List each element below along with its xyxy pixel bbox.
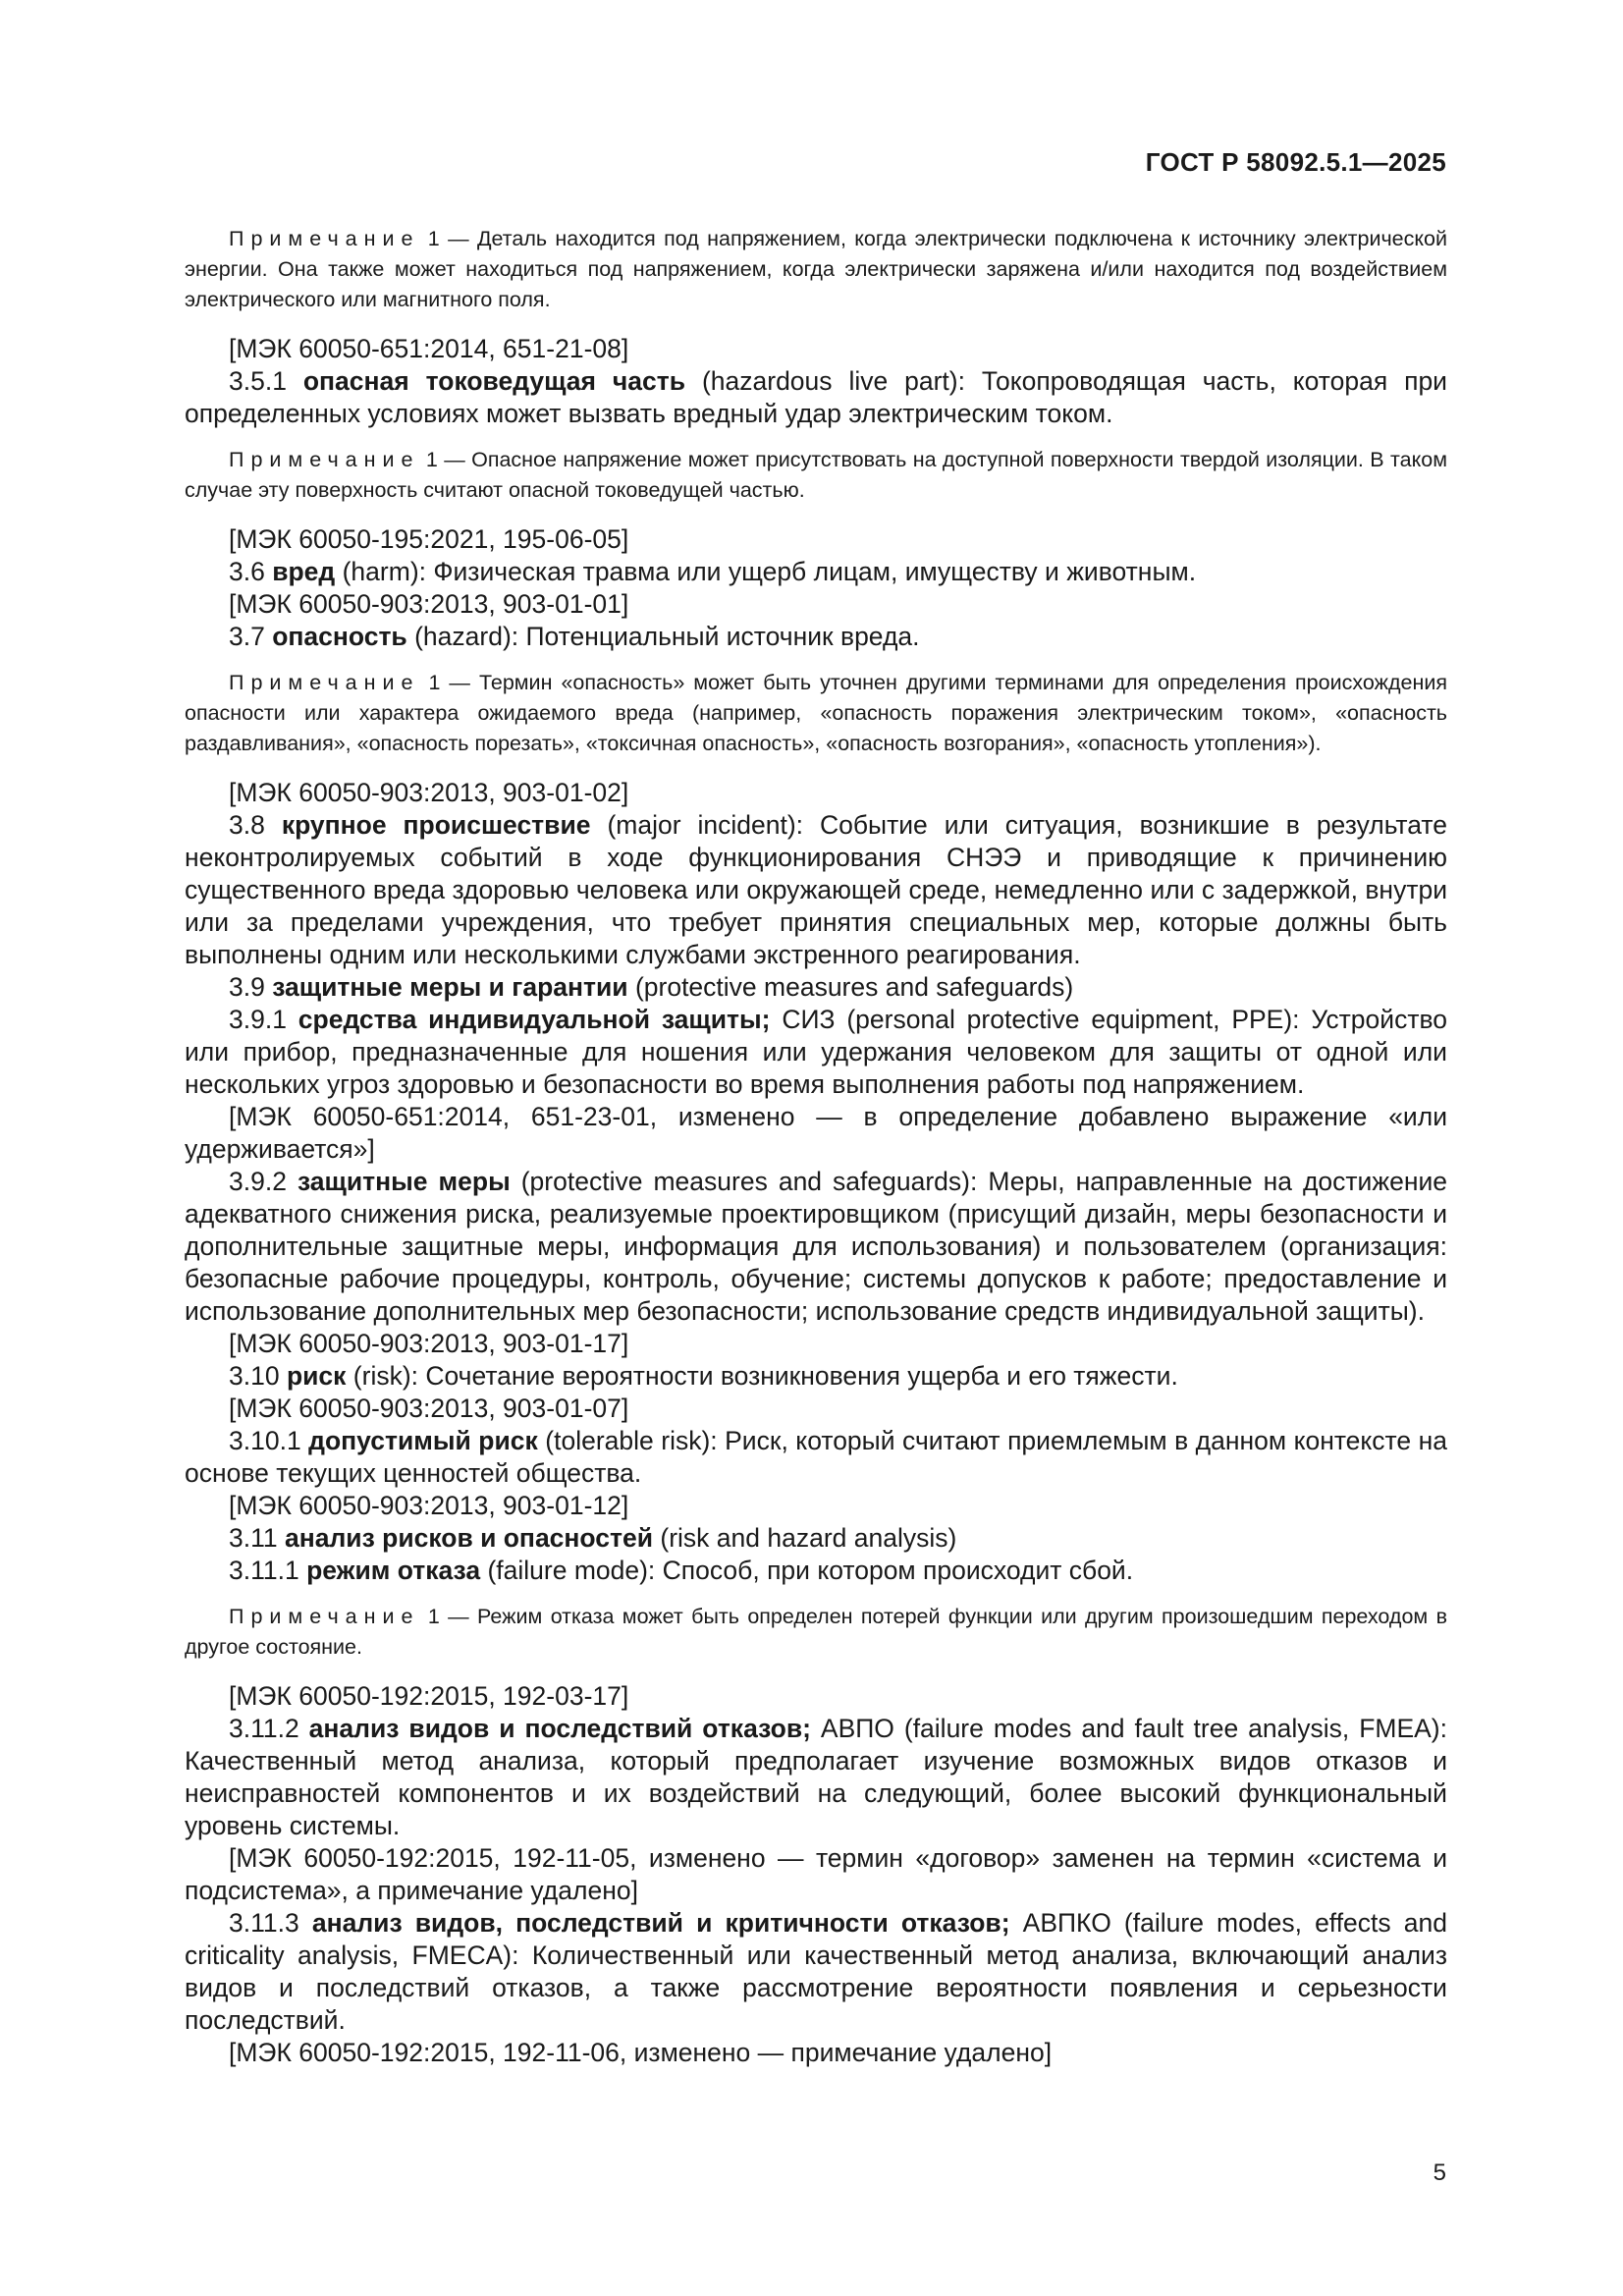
clause-number: 3.11.3	[229, 1908, 312, 1938]
definition-text: АВПО (failure modes and fault tree analysis, FMEA): Качественный метод анализа, который предполагает изучение возможных видов отказов и неисправностей компонентов и их воздействий на следующий, более высокий функциональный уровень системы.	[185, 1714, 1447, 1840]
clause-number: 3.10	[229, 1361, 287, 1391]
reference: [МЭК 60050-192:2015, 192-03-17]	[229, 1681, 629, 1711]
clause-number: 3.6	[229, 557, 273, 586]
definition-text: (failure mode): Способ, при котором происходит сбой.	[480, 1556, 1134, 1585]
term-definition	[185, 1907, 1447, 2037]
term-name: опасная токоведущая часть	[302, 366, 686, 396]
note	[185, 668, 1447, 759]
reference: [МЭК 60050-651:2014, 651-21-08]	[229, 334, 629, 363]
reference: [МЭК 60050-192:2015, 192-11-06, изменено — примечание удалено]	[229, 2038, 1053, 2067]
term-definition	[185, 1522, 1447, 1555]
term-definition	[185, 1166, 1447, 1328]
clause-number: 3.8	[229, 810, 282, 840]
definition-text: (protective measures and safeguards)	[627, 972, 1074, 1002]
reference: [МЭК 60050-903:2013, 903-01-02]	[229, 778, 629, 807]
note-label: Примечание	[229, 448, 420, 471]
page-number: 5	[1433, 2159, 1446, 2186]
term-name: защитные меры	[297, 1167, 511, 1196]
note-text: Опасное напряжение может присутствовать на доступной поверхности твердой изоляции. В таком случае эту поверхность считают опасной токоведущей частью.	[185, 448, 1447, 502]
clause-number: 3.9.2	[229, 1167, 298, 1196]
reference: [МЭК 60050-651:2014, 651-23-01, изменено — в определение добавлено выражение «или удерживается»]	[185, 1102, 1447, 1164]
term-definition	[185, 1004, 1447, 1101]
term-name: анализ видов и последствий отказов;	[308, 1714, 811, 1743]
term-name: опасность	[272, 622, 407, 651]
clause-number: 3.11.1	[229, 1556, 307, 1585]
note-label: Примечание	[229, 227, 420, 250]
clause-number: 3.11.2	[229, 1714, 309, 1743]
term-name: защитные меры и гарантии	[272, 972, 628, 1002]
term-name: крупное происшествие	[281, 810, 591, 840]
term-definition	[185, 556, 1447, 588]
note-text: Деталь находится под напряжением, когда электрически подключена к источнику электрической энергии. Она также может находиться под напряжением, когда электрически заряжена и/или находится под воздействием электрического или магнитного поля.	[185, 227, 1447, 311]
note-number: 1 —	[419, 671, 479, 694]
term-name: анализ видов, последствий и критичности отказов;	[311, 1908, 1010, 1938]
document-body	[185, 224, 1447, 2069]
term-definition	[185, 1713, 1447, 1842]
term-name: вред	[272, 557, 336, 586]
definition-text: (hazard): Потенциальный источник вреда.	[406, 622, 920, 651]
clause-number: 3.9.1	[229, 1005, 298, 1034]
note-number: 1 —	[419, 448, 472, 471]
reference: [МЭК 60050-903:2013, 903-01-01]	[229, 589, 629, 619]
reference: [МЭК 60050-903:2013, 903-01-17]	[229, 1329, 629, 1358]
definition-text: (major incident): Событие или ситуация, возникшие в результате неконтролируемых событий в ходе функционирования СНЭЭ и приводящие к причинению существенного вреда здоровью человека или окружающей среде, немедленно или с задержкой, внутри или за пределами учреждения, что требует принятия специальных мер, которые должны быть выполнены одним или несколькими службами экстренного реагирования.	[185, 810, 1448, 969]
term-name: анализ рисков и опасностей	[284, 1523, 654, 1553]
note	[185, 1602, 1447, 1663]
definition-text: (hazardous live part): Токопроводящая часть, которая при определенных условиях может вызвать вредный удар электрическим током.	[185, 366, 1447, 428]
reference: [МЭК 60050-903:2013, 903-01-07]	[229, 1394, 629, 1423]
term-name: риск	[286, 1361, 347, 1391]
note-text: Термин «опасность» может быть уточнен другими терминами для определения происхождения опасности или характера ожидаемого вреда (например, «опасность поражения электрическим током», «опасность раздавливания», «опасность порезать», «токсичная опасность», «опасность возгорания», «опасность утопления»).	[185, 671, 1447, 755]
definition-text: АВПКО (failure modes, effects and criticality analysis, FMECA): Количественный или качественный метод анализа, включающий анализ видов и последствий отказов, а также рассмотрение вероятности появления и серьезности последствий.	[185, 1908, 1447, 2035]
term-definition	[185, 1425, 1447, 1490]
definition-text: (harm): Физическая травма или ущерб лицам, имуществу и животным.	[335, 557, 1197, 586]
definition-text: (risk and hazard analysis)	[653, 1523, 957, 1553]
definition-text: (protective measures and safeguards): Меры, направленные на достижение адекватного снижения риска, реализуемые проектировщиком (присущий дизайн, меры безопасности и дополнительные защитные меры, информация для использования) и пользователем (организация: безопасные рабочие процедуры, контроль, обучение; системы допусков к работе; предоставление и использование дополнительных мер безопасности; использование средств индивидуальной защиты).	[185, 1167, 1447, 1326]
note-text: Режим отказа может быть определен потерей функции или другим произошедшим переходом в другое состояние.	[185, 1605, 1447, 1659]
note-label: Примечание	[229, 671, 420, 694]
term-definition	[185, 1555, 1447, 1587]
clause-number: 3.7	[229, 622, 273, 651]
term-definition	[185, 365, 1447, 430]
note-number: 1 —	[419, 227, 477, 250]
term-definition	[185, 809, 1447, 971]
clause-number: 3.11	[229, 1523, 285, 1553]
note	[185, 224, 1447, 315]
term-name: допустимый риск	[308, 1426, 538, 1455]
term-name: режим отказа	[306, 1556, 481, 1585]
standard-designation: ГОСТ Р 58092.5.1—2025	[1145, 147, 1446, 177]
reference: [МЭК 60050-192:2015, 192-11-05, изменено — термин «договор» заменен на термин «система и подсистема», а примечание удалено]	[185, 1843, 1447, 1905]
clause-number: 3.5.1	[229, 366, 303, 396]
term-definition	[185, 621, 1447, 653]
term-definition	[185, 1360, 1447, 1393]
term-definition	[185, 971, 1447, 1004]
definition-text: (tolerable risk): Риск, который считают приемлемым в данном контексте на основе текущих ценностей общества.	[185, 1426, 1447, 1488]
term-name: средства индивидуальной защиты;	[298, 1005, 771, 1034]
definition-text: СИЗ (personal protective equipment, PPE): Устройство или прибор, предназначенные для ношения или удержания человеком для защиты от одной или нескольких угроз здоровью и безопасности во время выполнения работы под напряжением.	[185, 1005, 1447, 1099]
clause-number: 3.9	[229, 972, 273, 1002]
note-label: Примечание	[229, 1605, 420, 1628]
note	[185, 445, 1447, 506]
reference: [МЭК 60050-195:2021, 195-06-05]	[229, 524, 629, 554]
reference: [МЭК 60050-903:2013, 903-01-12]	[229, 1491, 629, 1520]
definition-text: (risk): Сочетание вероятности возникновения ущерба и его тяжести.	[346, 1361, 1178, 1391]
note-number: 1 —	[419, 1605, 478, 1628]
clause-number: 3.10.1	[229, 1426, 309, 1455]
